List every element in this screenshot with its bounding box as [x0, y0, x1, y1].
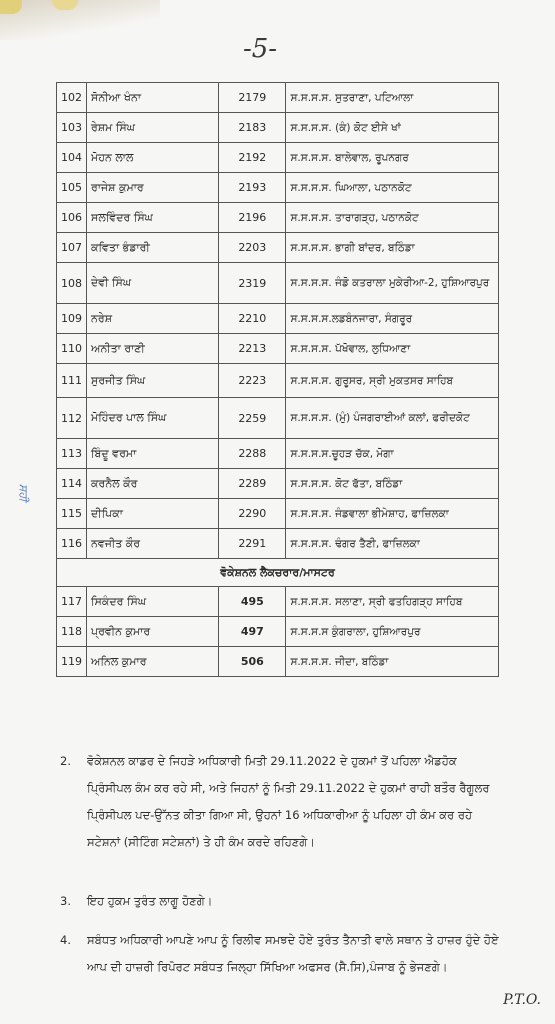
table-row: [57, 233, 499, 263]
code-cell: 2223: [219, 364, 286, 398]
school-cell: ਸ.ਸ.ਸ.ਸ. ਘਿਆਲਾ, ਪਠਾਨਕੋਟ: [286, 173, 499, 203]
section-heading-row: [57, 559, 499, 587]
code-cell: 2183: [219, 113, 286, 143]
table-row: [57, 203, 499, 233]
name-cell: ਸੋਨੀਆ ਖੰਨਾ: [87, 83, 219, 113]
table-row: [57, 263, 499, 304]
serial-number-cell: 106: [57, 203, 87, 233]
paragraph-text: ਵੋਕੇਸ਼ਨਲ ਕਾਡਰ ਦੇ ਜਿਹੜੇ ਅਧਿਕਾਰੀ ਮਿਤੀ 29.11.2022 ਦੇ ਹੁਕਮਾਂ ਤੋਂ ਪਹਿਲਾ ਐਡਹੋਕ ਪ੍ਰਿੰਸੀਪਲ ਕੰਮ ਕਰ ਰਹੇ ਸੀ, ਅਤੇ ਜਿਹਨਾਂ ਨੂੰ ਮਿਤੀ 29.11.2022 ਦੇ ਹੁਕਮਾਂ ਰਾਹੀ ਬਤੌਰ ਰੈਗੂਲਰ ਪ੍ਰਿੰਸੀਪਲ ਪਦ-ਉੱਨਤ ਕੀਤਾ ਗਿਆ ਸੀ, ਉਹਨਾਂ 16 ਅਧਿਕਾਰੀਆ ਨੂੰ ਪਹਿਲਾ ਹੀ ਕੰਮ ਕਰ ਰਹੇ ਸਟੇਸ਼ਨਾਂ (ਸੀਟਿੰਗ ਸਟੇਸ਼ਨਾਂ) ਤੇ ਹੀ ਕੰਮ ਕਰਦੇ ਰਹਿਣਗੇ।: [87, 754, 490, 849]
serial-number-cell: 105: [57, 173, 87, 203]
name-cell: ਕਰਨੈਲ ਕੌਰ: [87, 469, 219, 499]
serial-number-cell: 107: [57, 233, 87, 263]
name-cell: ਸਲਵਿੰਦਰ ਸਿੰਘ: [87, 203, 219, 233]
name-cell: ਬਿੰਦੂ ਵਰਮਾ: [87, 439, 219, 469]
school-cell: ਸ.ਸ.ਸ.ਸ. ਬਾਲੇਵਾਲ, ਰੂਪਨਗਰ: [286, 143, 499, 173]
code-cell: 2319: [219, 263, 286, 304]
name-cell: ਅਨਿਲ ਕੁਮਾਰ: [87, 647, 219, 677]
school-cell: ਸ.ਸ.ਸ.ਸ. (ਕੰ) ਕੋਟ ਈਸੇ ਖਾਂ: [286, 113, 499, 143]
code-cell: 2213: [219, 334, 286, 364]
table-row: [57, 334, 499, 364]
serial-number-cell: 104: [57, 143, 87, 173]
school-cell: ਸ.ਸ.ਸ.ਸ. ਸੁਤਰਾਣਾ, ਪਟਿਆਲਾ: [286, 83, 499, 113]
school-cell: ਸ.ਸ.ਸ.ਸ. (ਮੁੰ) ਪੰਜਗਰਾਈਆਂ ਕਲਾਂ, ਫਰੀਦਕੋਟ: [286, 398, 499, 439]
serial-number-cell: 112: [57, 398, 87, 439]
name-cell: ਰਾਜੇਸ਼ ਕੁਮਾਰ: [87, 173, 219, 203]
serial-number-cell: 119: [57, 647, 87, 677]
table-row: [57, 398, 499, 439]
serial-number-cell: 116: [57, 529, 87, 559]
table-row: [57, 83, 499, 113]
table-row: [57, 529, 499, 559]
school-cell: ਸ.ਸ.ਸ.ਸ.ਲਡਬੰਨਜਾਰਾ, ਸੰਗਰੂਰ: [286, 304, 499, 334]
table-row: [57, 304, 499, 334]
serial-number-cell: 113: [57, 439, 87, 469]
paragraph-2: [60, 748, 500, 856]
name-cell: ਰੇਸ਼ਮ ਸਿੰਘ: [87, 113, 219, 143]
serial-number-cell: 115: [57, 499, 87, 529]
code-cell: 506: [219, 647, 286, 677]
name-cell: ਮੋਹਿੰਦਰ ਪਾਲ ਸਿੰਘ: [87, 398, 219, 439]
handwritten-margin-note: ਸਹੀ: [17, 484, 30, 502]
school-cell: ਸ.ਸ.ਸ.ਸ. ਤਾਰਾਗੜ੍ਹ, ਪਠਾਨਕੋਟ: [286, 203, 499, 233]
code-cell: 497: [219, 617, 286, 647]
table-row: [57, 499, 499, 529]
serial-number-cell: 109: [57, 304, 87, 334]
school-cell: ਸ.ਸ.ਸ.ਸ.ਚੂਹੜ ਚੱਕ, ਮੋਗਾ: [286, 439, 499, 469]
serial-number-cell: 117: [57, 587, 87, 617]
serial-number-cell: 102: [57, 83, 87, 113]
name-cell: ਨਰੇਸ਼: [87, 304, 219, 334]
code-cell: 2192: [219, 143, 286, 173]
code-cell: 2203: [219, 233, 286, 263]
pto-note: P.T.O.: [503, 992, 541, 1008]
page-fold-shadow: [0, 0, 160, 40]
section-heading: ਵੋਕੇਸ਼ਨਲ ਲੈਕਚਰਾਰ/ਮਾਸਟਰ: [57, 559, 499, 587]
code-cell: 2288: [219, 439, 286, 469]
paragraph-text: ਸਬੰਧਤ ਅਧਿਕਾਰੀ ਆਪਣੇ ਆਪ ਨੂੰ ਰਿਲੀਵ ਸਮਝਦੇ ਹੋਏ ਤੁਰੰਤ ਤੈਨਾਤੀ ਵਾਲੇ ਸਥਾਨ ਤੇ ਹਾਜ਼ਰ ਹੁੰਦੇ ਹੋਏ ਆਪ ਦੀ ਹਾਜ਼ਰੀ ਰਿਪੋਰਟ ਸਬੰਧਤ ਜਿਲ੍ਹਾ ਸਿੱਖਿਆ ਅਫਸਰ (ਸੈ.ਸਿ),ਪੰਜਾਬ ਨੂੰ ਭੇਜਣਗੇ।: [87, 933, 499, 974]
name-cell: ਪ੍ਰਵੀਨ ਕੁਮਾਰ: [87, 617, 219, 647]
paragraph-3: [60, 888, 500, 915]
posting-table: [56, 82, 499, 677]
name-cell: ਦੀਪਿਕਾ: [87, 499, 219, 529]
serial-number-cell: 118: [57, 617, 87, 647]
name-cell: ਸੁਰਜੀਤ ਸਿੰਘ: [87, 364, 219, 398]
paragraph-4: [60, 927, 500, 981]
school-cell: ਸ.ਸ.ਸ.ਸ. ਜੰਡੋ ਕਤਰਾਲਾ ਮੁਕੇਰੀਆ-2, ਹੁਸ਼ਿਆਰਪੁਰ: [286, 263, 499, 304]
paragraph-number: 4.: [60, 933, 71, 947]
school-cell: ਸ.ਸ.ਸ.ਸ. ਭਾਗੀ ਬਾਂਦਰ, ਬਠਿੰਡਾ: [286, 233, 499, 263]
code-cell: 2259: [219, 398, 286, 439]
code-cell: 2210: [219, 304, 286, 334]
table-row: [57, 587, 499, 617]
code-cell: 495: [219, 587, 286, 617]
table-row: [57, 173, 499, 203]
code-cell: 2196: [219, 203, 286, 233]
page-number: -5-: [242, 34, 278, 64]
school-cell: ਸ.ਸ.ਸ.ਸ. ਜੰਡਵਾਲਾ ਭੀਮੇਸ਼ਾਹ, ਫਾਜ਼ਿਲਕਾ: [286, 499, 499, 529]
name-cell: ਕਵਿਤਾ ਭੰਡਾਰੀ: [87, 233, 219, 263]
name-cell: ਸਿਕੰਦਰ ਸਿੰਘ: [87, 587, 219, 617]
table-row: [57, 143, 499, 173]
school-cell: ਸ.ਸ.ਸ.ਸ. ਜੀਦਾ, ਬਠਿੰਡਾ: [286, 647, 499, 677]
name-cell: ਦੇਵੀ ਸਿੰਘ: [87, 263, 219, 304]
table-row: [57, 617, 499, 647]
school-cell: ਸ.ਸ.ਸ.ਸ. ਗੁਰੂਸਰ, ਸ੍ਰੀ ਮੁਕਤਸਰ ਸਾਹਿਬ: [286, 364, 499, 398]
name-cell: ਅਨੀਤਾ ਰਾਣੀ: [87, 334, 219, 364]
code-cell: 2193: [219, 173, 286, 203]
school-cell: ਸ.ਸ.ਸ.ਸ. ਢੰਗਰ ਤੈਣੀ, ਫਾਜ਼ਿਲਕਾ: [286, 529, 499, 559]
paragraph-number: 3.: [60, 894, 71, 908]
serial-number-cell: 111: [57, 364, 87, 398]
code-cell: 2289: [219, 469, 286, 499]
school-cell: ਸ.ਸ.ਸ.ਸ. ਸਲਾਣਾ, ਸ੍ਰੀ ਫਤਹਿਗੜ੍ਹ ਸਾਹਿਬ: [286, 587, 499, 617]
paragraph-number: 2.: [60, 754, 71, 768]
posting-table-body: [57, 83, 499, 677]
code-cell: 2179: [219, 83, 286, 113]
school-cell: ਸ.ਸ.ਸ.ਸ. ਕੋਟ ਫੱਤਾ, ਬਠਿੰਡਾ: [286, 469, 499, 499]
table-row: [57, 647, 499, 677]
school-cell: ਸ.ਸ.ਸ.ਸ. ਪੱਖੋਵਾਲ, ਲੁਧਿਆਣਾ: [286, 334, 499, 364]
serial-number-cell: 103: [57, 113, 87, 143]
school-cell: ਸ.ਸ.ਸ.ਸ ਕੁੰਗਰਾਲਾ, ਹੁਸ਼ਿਆਰਪੁਰ: [286, 617, 499, 647]
table-row: [57, 113, 499, 143]
name-cell: ਨਵਜੀਤ ਕੌਰ: [87, 529, 219, 559]
code-cell: 2290: [219, 499, 286, 529]
code-cell: 2291: [219, 529, 286, 559]
table-row: [57, 439, 499, 469]
table-row: [57, 364, 499, 398]
table-row: [57, 469, 499, 499]
serial-number-cell: 114: [57, 469, 87, 499]
serial-number-cell: 110: [57, 334, 87, 364]
paragraph-text: ਇਹ ਹੁਕਮ ਤੁਰੰਤ ਲਾਗੂ ਹੋਣਗੇ।: [87, 894, 213, 908]
name-cell: ਮੋਹਨ ਲਾਲ: [87, 143, 219, 173]
serial-number-cell: 108: [57, 263, 87, 304]
